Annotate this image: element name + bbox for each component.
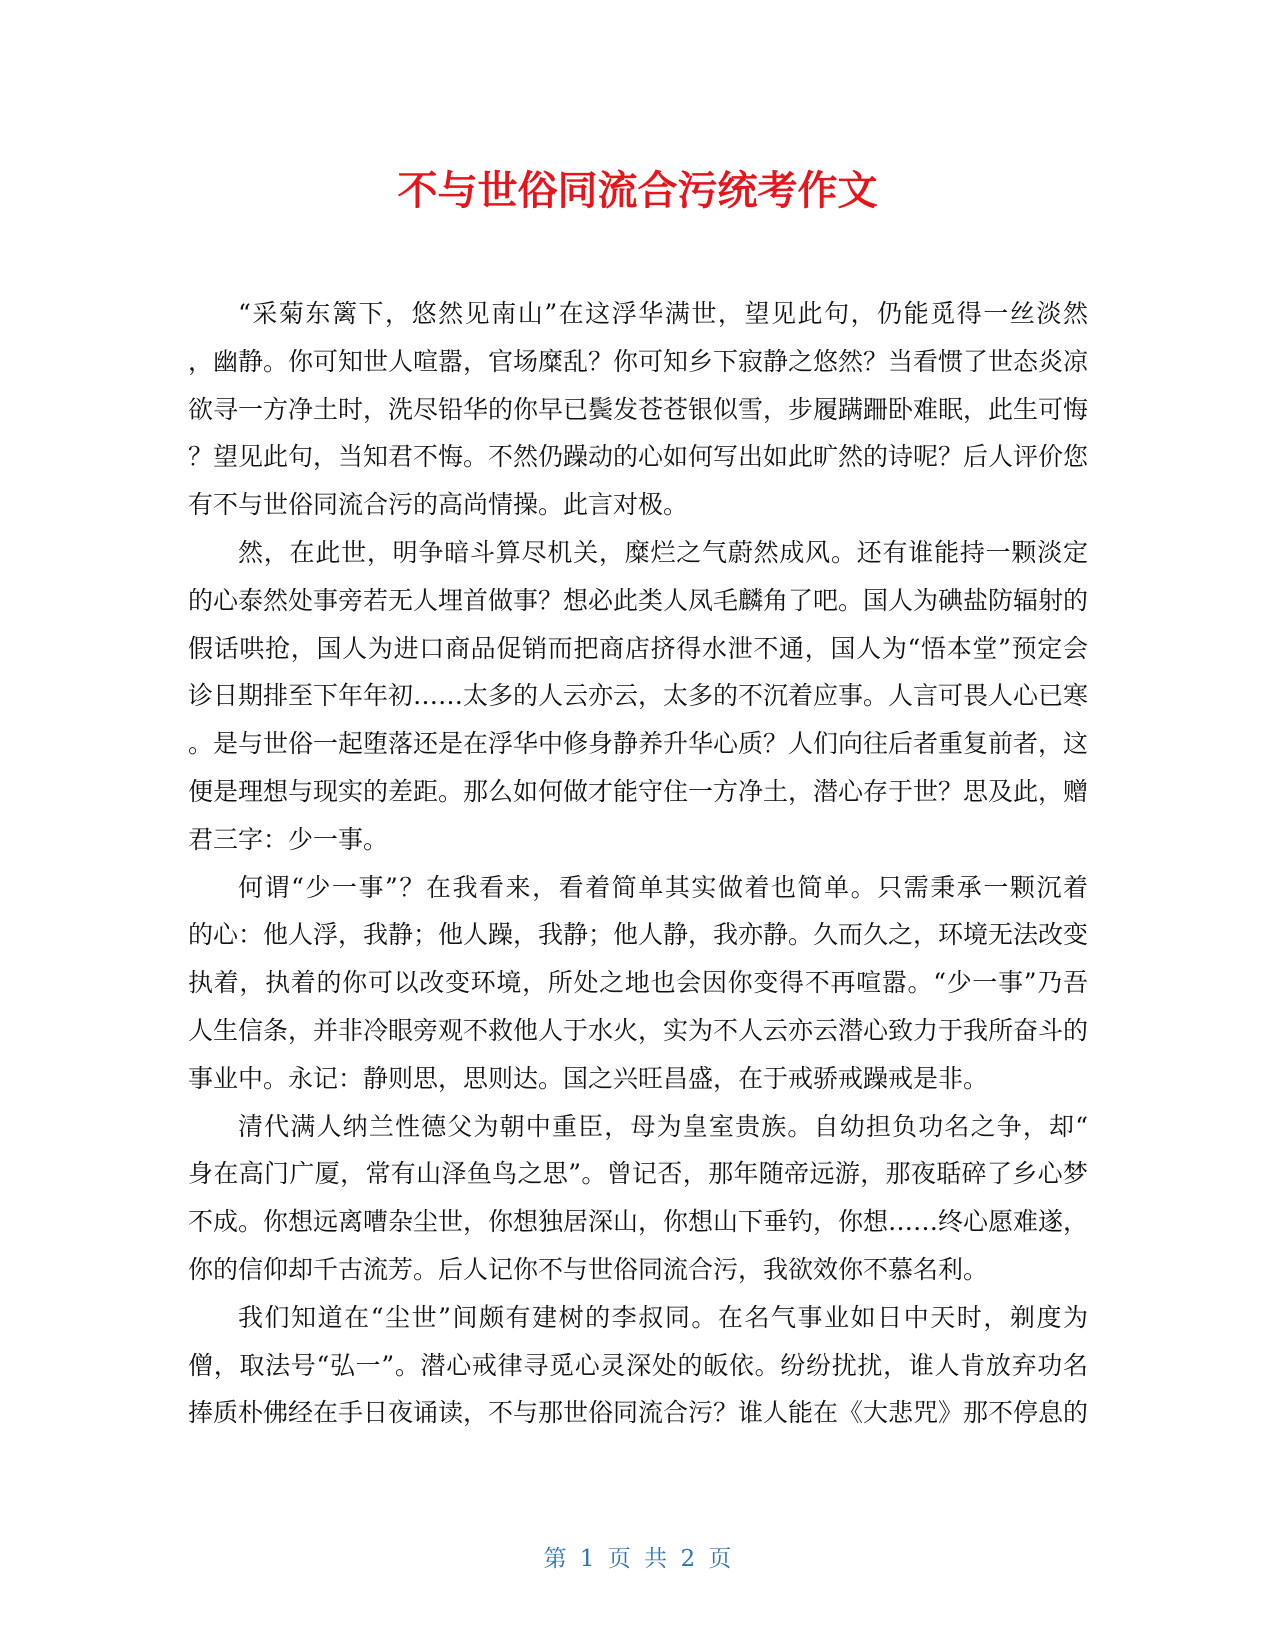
paragraph-line: 然，在此世，明争暗斗算尽机关，糜烂之气蔚然成风。还有谁能持一颗淡定	[238, 537, 1088, 567]
paragraph-line: 不成。你想远离嘈杂尘世，你想独居深山，你想山下垂钓，你想……终心愿难遂，	[188, 1207, 1089, 1237]
paragraph-line: ，幽静。你可知世人喧嚣，官场糜乱？你可知乡下寂静之悠然？当看惯了世态炎凉	[188, 346, 1089, 376]
paragraph-line: “采菊东篱下，悠然见南山”在这浮华满世，望见此句，仍能觅得一丝淡然	[238, 299, 1088, 328]
paragraph-line: 君三字：少一事。	[188, 824, 389, 854]
paragraph-line: 清代满人纳兰性德父为朝中重臣，母为皇室贵族。自幼担负功名之争，却“	[238, 1111, 1088, 1141]
document-title: 不与世俗同流合污统考作文	[397, 168, 878, 214]
paragraph-line: 执着，执着的你可以改变环境，所处之地也会因你变得不再喧嚣。“少一事”乃吾	[188, 968, 1088, 998]
paragraph-line: ？望见此句，当知君不悔。不然仍躁动的心如何写出如此旷然的诗呢？后人评价您	[188, 442, 1089, 472]
document-body	[188, 290, 1088, 1437]
paragraph-line: 捧质朴佛经在手日夜诵读，不与那世俗同流合污？谁人能在《大悲咒》那不停息的	[188, 1398, 1089, 1428]
paragraph-line: 人生信条，并非冷眼旁观不救他人于水火，实为不人云亦云潜心致力于我所奋斗的	[188, 1015, 1089, 1045]
page-footer: 第 1 页 共 2 页	[543, 1546, 732, 1572]
paragraph-line: 有不与世俗同流合污的高尚情操。此言对极。	[188, 490, 689, 520]
paragraph-line: 便是理想与现实的差距。那么如何做才能守住一方净土，潜心存于世？思及此，赠	[188, 776, 1089, 806]
paragraph	[188, 1103, 1088, 1294]
paragraph-line: 身在高门广厦，常有山泽鱼鸟之思”。曾记否，那年随帝远游，那夜聒碎了乡心梦	[188, 1159, 1088, 1189]
paragraph	[188, 290, 1088, 529]
paragraph	[188, 864, 1088, 1103]
paragraph-line: 我们知道在“尘世”间颇有建树的李叔同。在名气事业如日中天时，剃度为	[238, 1302, 1088, 1332]
paragraph-line: 事业中。永记：静则思，思则达。国之兴旺昌盛，在于戒骄戒躁戒是非。	[188, 1063, 989, 1093]
paragraph	[188, 1294, 1088, 1437]
paragraph-line: 欲寻一方净土时，洗尽铅华的你早已鬓发苍苍银似雪，步履蹒跚卧难眠，此生可悔	[188, 394, 1089, 424]
paragraph-line: 。是与世俗一起堕落还是在浮华中修身静养升华心质？人们向往后者重复前者，这	[188, 729, 1089, 759]
paragraph-line: 僧，取法号“弘一”。潜心戒律寻觅心灵深处的皈依。纷纷扰扰，谁人肯放弃功名	[188, 1350, 1088, 1380]
paragraph-line: 诊日期排至下年年初……太多的人云亦云，太多的不沉着应事。人言可畏人心已寒	[188, 681, 1089, 711]
paragraph-line: 你的信仰却千古流芳。后人记你不与世俗同流合污，我欲效你不慕名利。	[188, 1254, 989, 1284]
paragraph-line: 的心泰然处事旁若无人埋首做事？想必此类人凤毛麟角了吧。国人为碘盐防辐射的	[188, 585, 1089, 615]
paragraph-line: 假话哄抢，国人为进口商品促销而把商店挤得水泄不通，国人为“悟本堂”预定会	[188, 633, 1088, 663]
paragraph	[188, 529, 1088, 864]
paragraph-line: 的心：他人浮，我静；他人躁，我静；他人静，我亦静。久而久之，环境无法改变	[188, 920, 1089, 950]
paragraph-line: 何谓“少一事”？在我看来，看着简单其实做着也简单。只需秉承一颗沉着	[238, 872, 1088, 902]
